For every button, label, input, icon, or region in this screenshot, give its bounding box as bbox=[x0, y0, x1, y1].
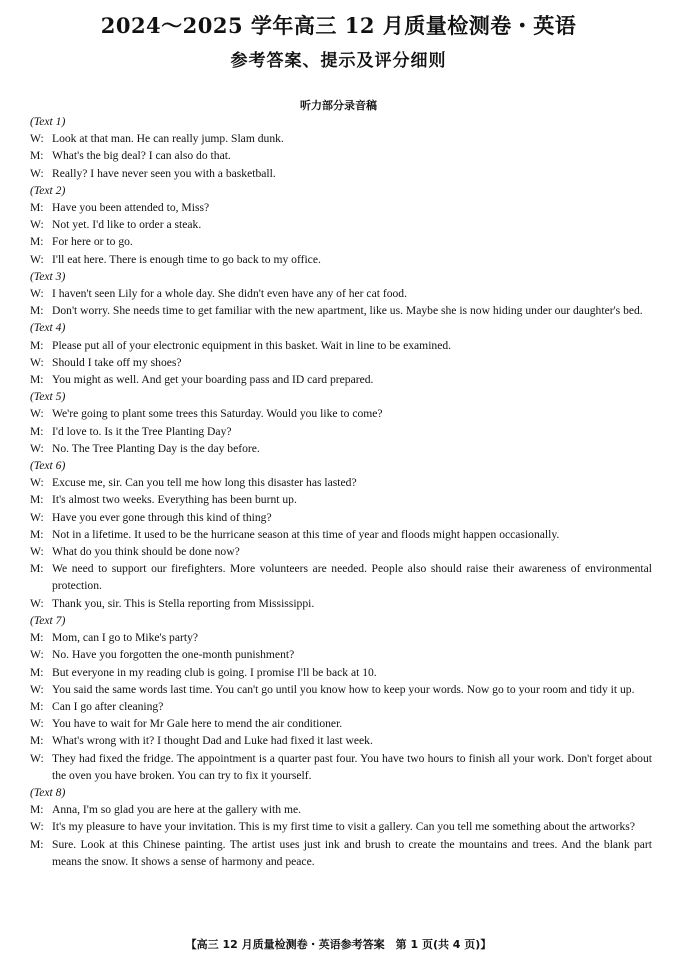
text-label: (Text 8) bbox=[30, 785, 66, 799]
dialogue-text: Not in a lifetime. It used to be the hurricane season at this time of year and floods might happen occasionally. bbox=[52, 527, 560, 541]
dialogue-line bbox=[30, 405, 652, 422]
dialogue-text: Don't worry. She needs time to get familiar with the new apartment, like us. Maybe she is now hiding under our daughter's bed. bbox=[52, 304, 643, 318]
speaker-label: M: bbox=[30, 304, 44, 318]
speaker-label: M: bbox=[30, 493, 44, 507]
dialogue-line bbox=[30, 474, 652, 491]
speaker-label: W: bbox=[30, 682, 44, 696]
speaker-label: W: bbox=[30, 218, 44, 232]
dialogue-line bbox=[30, 423, 652, 440]
speaker-label: W: bbox=[30, 820, 44, 834]
dialogue-line bbox=[30, 302, 652, 319]
dialogue-line bbox=[30, 440, 652, 457]
document-subtitle: 参考答案、提示及评分细则 bbox=[230, 51, 447, 71]
dialogue-line bbox=[30, 646, 652, 663]
dialogue-text: We need to support our firefighters. More volunteers are needed. People also should raise their awareness of environmental protection. bbox=[52, 562, 652, 593]
speaker-label: W: bbox=[30, 252, 44, 266]
dialogue-line bbox=[30, 337, 652, 354]
speaker-label: W: bbox=[30, 476, 44, 490]
dialogue-line bbox=[30, 715, 652, 732]
dialogue-text: What's the big deal? I can also do that. bbox=[52, 149, 231, 163]
text-label: (Text 5) bbox=[30, 390, 66, 404]
dialogue-text: You might as well. And get your boarding pass and ID card prepared. bbox=[52, 373, 374, 387]
speaker-label: M: bbox=[30, 665, 44, 679]
dialogue-line bbox=[30, 818, 652, 835]
dialogue-text: Please put all of your electronic equipment in this basket. Wait in line to be examined. bbox=[52, 338, 452, 352]
dialogue-line bbox=[30, 216, 652, 233]
speaker-label: M: bbox=[30, 235, 44, 249]
dialogue-line bbox=[30, 491, 652, 508]
dialogue-line bbox=[30, 371, 652, 388]
dialogue-line bbox=[30, 526, 652, 543]
dialogue-text: Excuse me, sir. Can you tell me how long this disaster has lasted? bbox=[52, 476, 357, 490]
dialogue-line bbox=[30, 732, 652, 749]
text-label: (Text 6) bbox=[30, 459, 66, 473]
text-label: (Text 1) bbox=[30, 115, 66, 128]
speaker-label: W: bbox=[30, 166, 44, 180]
speaker-label: M: bbox=[30, 631, 44, 645]
dialogue-line bbox=[30, 698, 652, 715]
speaker-label: W: bbox=[30, 717, 44, 731]
dialogue-line bbox=[30, 147, 652, 164]
dialogue-line bbox=[30, 801, 652, 818]
dialogue-line bbox=[30, 595, 652, 612]
speaker-label: W: bbox=[30, 441, 44, 455]
dialogue-text: Look at that man. He can really jump. Slam dunk. bbox=[52, 132, 284, 146]
dialogue-line bbox=[30, 681, 652, 698]
speaker-label: W: bbox=[30, 132, 44, 146]
dialogue-text: It's my pleasure to have your invitation. This is my first time to visit a gallery. Can you tell me something about the artworks? bbox=[52, 820, 635, 834]
dialogue-text: Can I go after cleaning? bbox=[52, 699, 164, 713]
speaker-label: M: bbox=[30, 424, 44, 438]
speaker-label: W: bbox=[30, 596, 44, 610]
dialogue-line bbox=[30, 285, 652, 302]
speaker-label: M: bbox=[30, 338, 44, 352]
speaker-label: W: bbox=[30, 648, 44, 662]
dialogue-line bbox=[30, 560, 652, 594]
dialogue-line bbox=[30, 629, 652, 646]
dialogue-line bbox=[30, 836, 652, 870]
dialogue-text: Mom, can I go to Mike's party? bbox=[52, 631, 199, 645]
dialogue-text: Have you ever gone through this kind of thing? bbox=[52, 510, 272, 524]
speaker-label: M: bbox=[30, 373, 44, 387]
dialogue-text: Have you been attended to, Miss? bbox=[52, 201, 210, 215]
dialogue-line bbox=[30, 543, 652, 560]
dialogue-line bbox=[30, 750, 652, 784]
dialogue-text: I'll eat here. There is enough time to go back to my office. bbox=[52, 252, 321, 266]
text-label: (Text 7) bbox=[30, 613, 66, 627]
dialogue-line bbox=[30, 130, 652, 147]
dialogue-text: Not yet. I'd like to order a steak. bbox=[52, 218, 202, 232]
page-footer: 【高三 12 月质量检测卷・英语参考答案 第 1 页(共 4 页)】 bbox=[185, 938, 492, 951]
dialogue-text: What's wrong with it? I thought Dad and Luke had fixed it last week. bbox=[52, 734, 373, 748]
dialogue-text: No. Have you forgotten the one-month punishment? bbox=[52, 648, 295, 662]
dialogue-text: You have to wait for Mr Gale here to mend the air conditioner. bbox=[52, 717, 343, 731]
speaker-label: W: bbox=[30, 545, 44, 559]
dialogue-line bbox=[30, 199, 652, 216]
dialogue-text: For here or to go. bbox=[52, 235, 133, 249]
speaker-label: M: bbox=[30, 837, 44, 851]
dialogue-text: I haven't seen Lily for a whole day. She didn't even have any of her cat food. bbox=[52, 287, 407, 301]
dialogue-line bbox=[30, 354, 652, 371]
speaker-label: M: bbox=[30, 201, 44, 215]
dialogue-text: I'd love to. Is it the Tree Planting Day? bbox=[52, 424, 232, 438]
speaker-label: W: bbox=[30, 407, 44, 421]
speaker-label: M: bbox=[30, 527, 44, 541]
dialogue-line bbox=[30, 233, 652, 250]
speaker-label: W: bbox=[30, 751, 44, 765]
speaker-label: W: bbox=[30, 287, 44, 301]
dialogue-text: What do you think should be done now? bbox=[52, 545, 240, 559]
dialogue-text: Thank you, sir. This is Stella reporting from Mississippi. bbox=[52, 596, 315, 610]
dialogue-line bbox=[30, 165, 652, 182]
dialogue-text: They had fixed the fridge. The appointment is a quarter past four. You have two hours to finish all your work. Don't forget about the oven you have broken. You can try to fix it yourself. bbox=[52, 751, 652, 782]
dialogue-text: Sure. Look at this Chinese painting. The artist uses just ink and brush to create the mountains and trees. And the blank part means the snow. It shows a sense of harmony and peace. bbox=[52, 837, 652, 868]
dialogue-text: No. The Tree Planting Day is the day before. bbox=[52, 441, 260, 455]
dialogue-line bbox=[30, 251, 652, 268]
speaker-label: M: bbox=[30, 699, 44, 713]
dialogue-line bbox=[30, 664, 652, 681]
speaker-label: W: bbox=[30, 510, 44, 524]
document-title: 2024～2025 学年高三 12 月质量检测卷・英语 bbox=[100, 13, 577, 38]
dialogue-text: Should I take off my shoes? bbox=[52, 355, 182, 369]
dialogue-text: It's almost two weeks. Everything has been burnt up. bbox=[52, 493, 297, 507]
dialogue-text: You said the same words last time. You can't go until you know how to keep your words. Now go to your room and tidy it up. bbox=[52, 682, 635, 696]
dialogue-text: We're going to plant some trees this Saturday. Would you like to come? bbox=[52, 407, 383, 421]
text-label: (Text 4) bbox=[30, 321, 66, 335]
speaker-label: M: bbox=[30, 562, 44, 576]
speaker-label: M: bbox=[30, 803, 44, 817]
speaker-label: M: bbox=[30, 734, 44, 748]
listening-transcript bbox=[30, 113, 652, 870]
speaker-label: M: bbox=[30, 149, 44, 163]
dialogue-text: Anna, I'm so glad you are here at the gallery with me. bbox=[52, 803, 302, 817]
text-label: (Text 2) bbox=[30, 183, 66, 197]
dialogue-text: But everyone in my reading club is going. I promise I'll be back at 10. bbox=[52, 665, 377, 679]
text-label: (Text 3) bbox=[30, 269, 66, 283]
speaker-label: W: bbox=[30, 355, 44, 369]
dialogue-line bbox=[30, 509, 652, 526]
dialogue-text: Really? I have never seen you with a basketball. bbox=[52, 166, 276, 180]
section-title: 听力部分录音稿 bbox=[300, 99, 377, 112]
